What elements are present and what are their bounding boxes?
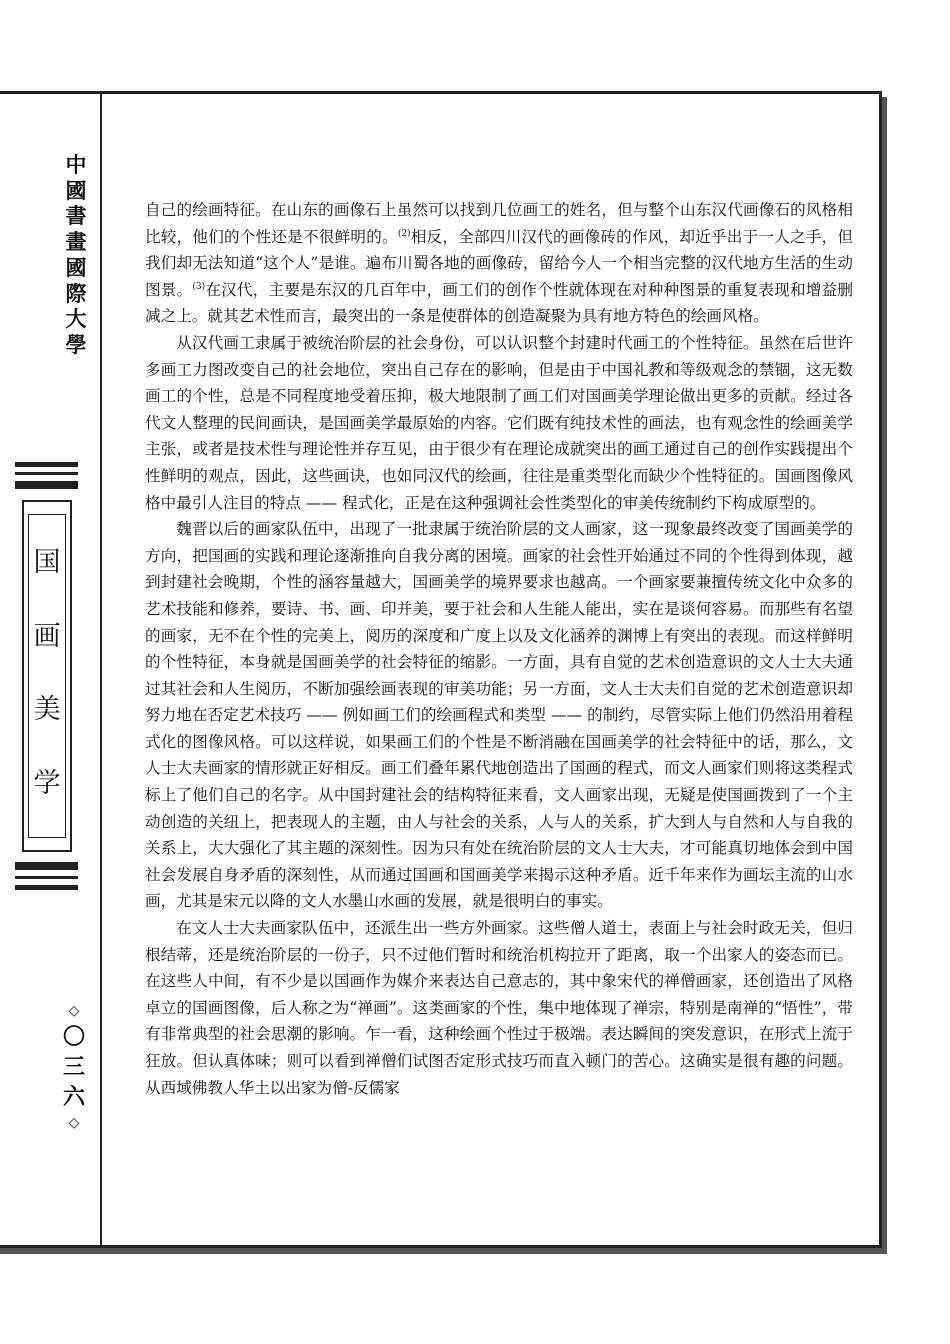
book-title-char: 国 — [33, 547, 61, 578]
series-title-char: 學 — [65, 331, 87, 357]
ornament-bar — [15, 862, 78, 870]
book-title-char: 学 — [33, 767, 61, 799]
paragraph-text: 相反，全部四川汉代的画像砖的作风，却近乎出于一人之手，但我们却无法知道“这个人”是谁。遍布川蜀各地的画像砖，留给今人一个相当完整的汉代地方生活的生动图景。 — [145, 227, 853, 299]
ornament-bar — [15, 462, 78, 467]
series-title-char: 際 — [65, 280, 87, 306]
page-number-char: 〇 — [62, 1024, 85, 1050]
footnote-ref: (2) — [397, 228, 411, 239]
paragraph-text: 自己的绘画特征。在山东的画像石上虽然可以找到几位画工的姓名，但与整个山东汉代画像石的风格相比较，他们的个性还是不很鲜明的。 — [145, 201, 853, 246]
paragraph: 魏晋以后的画家队伍中，出现了一批隶属于统治阶层的文人画家，这一现象最终改变了国画美学的方向，把国画的实践和理论逐渐推向自我分离的困境。画家的社会性开始通过不同的个性得到体现，越到封建社会晚期，个性的涵容量越大，国画美学的境界要求也越高。一个画家要兼擅传统文化中众多的艺术技能和修养，要诗、书、画、印并美，要于社会和人生能人能出，实在是谈何容易。而那些有名望的画家，无不在个性的完美上，阅历的深度和广度上以及文化涵养的渊博上有突出的表现。而这样鲜明的个性特征，本身就是国画美学的社会特征的缩影。一方面，具有自觉的艺术创造意识的文人士大夫通过其社会和人生阅历，不断加强绘画表现的审美功能；另一方面，文人士大夫们自觉的艺术创造意识却努力地在否定艺术技巧 —— 例如画工们的绘画程式和类型 —— 的制约，尽管实际上他们仍然沿用着程式化的图像风格。可以这样说，如果画工们的个性是不断消融在国画美学的社会特征中的话，那么，文人士大夫画家的情形就正好相反。画工们叠年累代地创造出了国画的程式，而文人画家们则将这类程式标上了他们自己的名字。从中国封建社会的结构特征来看，文人画家出现，无疑是使国画拨到了一个主动创造的关纽上，把表现人的主题，由人与社会的关系，人与人的关系，扩大到人与自然和人与自我的关系上，大大强化了其主题的深刻性。因为只有处在统治阶层的文人士大夫，才可能真切地体会到中国社会发展自身矛盾的深刻性，从而通过国画和国画美学来揭示这种矛盾。近千年来作为画坛主流的山水画，尤其是宋元以降的文人水墨山水画的发展，就是很明白的事实。 — [145, 520, 853, 911]
diamond-icon: ◇ — [68, 1115, 80, 1131]
series-title-char: 畫 — [65, 229, 87, 255]
paragraph: 在文人士大夫画家队伍中，还派生出一些方外画家。这些僧人道士，表面上与社会时政无关，但归根结蒂，还是统治阶层的一份子，只不过他们暂时和统治机构拉开了距离，取一个出家人的姿态而已。在这些人中间，有不少是以国画作为媒介来表达自己意志的，其中象宋代的禅僧画家，还创造出了风格卓立的国画图像，后人称之为“禅画”。这类画家的个性，集中地体现了禅宗，特别是南禅的“悟性”，带有非常典型的社会思潮的影响。乍一看，这种绘画个性过于极端。表达瞬间的突发意识，在形式上流于狂放。但认真体味；则可以看到禅僧们试图否定形式技巧而直入顿门的苦心。这确实是很有趣的问题。从西域佛教人华土以出家为僧-反儒家 — [145, 919, 853, 1097]
series-title-char: 中 — [65, 152, 87, 177]
series-title-char: 國 — [65, 177, 87, 203]
paragraph-text: 在汉代，主要是东汉的几百年中，画工们的创作个性就体现在对种种图景的重复表现和增益删减之上。就其艺术性而言，最突出的一条是使群体的创造凝聚为具有地方特色的绘画风格。 — [145, 280, 853, 326]
sidebar-divider — [100, 94, 102, 1246]
paragraph — [145, 197, 853, 330]
book-title — [22, 520, 72, 820]
frame-shadow-right — [882, 97, 887, 1254]
series-title-char: 大 — [65, 306, 87, 332]
ornament-bar — [15, 481, 78, 489]
series-title — [58, 152, 94, 358]
ornament-bar — [15, 885, 78, 890]
series-title-char: 書 — [65, 203, 87, 229]
book-title-char: 画 — [33, 620, 61, 652]
book-title-char: 美 — [33, 694, 61, 726]
page-number-char: 三 — [62, 1054, 85, 1080]
ornament-bar — [15, 876, 78, 879]
ornament-bar — [15, 472, 78, 475]
body-text — [145, 197, 853, 1101]
diamond-icon: ◇ — [68, 1003, 80, 1019]
paragraph: 从汉代画工隶属于被统治阶层的社会身份，可以认识整个封建时代画工的个性特征。虽然在后世许多画工力图改变自己的社会地位，突出自己存在的影响，但是由于中国礼教和等级观念的禁锢，这无数画工的个性，总是不同程度地受着压抑，极大地限制了画工们对国画美学理论做出更多的贡献。经过各代文人整理的民间画诀，是国画美学最原始的内容。它们既有纯技术性的画法，也有观念性的绘画美学主张，或者是技术性与理论性并存互见，由于很少有在理论成就突出的画工通过自己的创作实践提出个性鲜明的观点，因此，这些画诀，也如同汉代的绘画，往往是重类型化而缺少个性特征的。国画图像风格中最引人注目的特点 —— 程式化，正是在这种强调社会性类型化的审美传统制约下构成原型的。 — [145, 333, 853, 512]
series-title-char: 國 — [65, 254, 87, 280]
page-number — [56, 1000, 92, 1134]
frame-shadow-bottom — [0, 1248, 886, 1254]
footnote-ref: (3) — [192, 281, 206, 292]
page-number-char: 六 — [62, 1084, 85, 1110]
